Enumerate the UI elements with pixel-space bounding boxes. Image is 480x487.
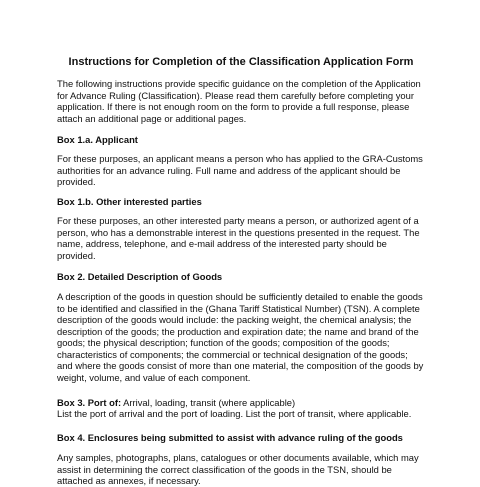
section-heading-box-1a: Box 1.a. Applicant xyxy=(57,134,138,145)
section-body-box-3: List the port of arrival and the port of loading. List the port of transit, where applicable. xyxy=(57,408,412,419)
section-heading-box-3-suffix: Arrival, loading, transit (where applicable) xyxy=(121,397,296,408)
document-title: Instructions for Completion of the Classification Application Form xyxy=(68,56,414,68)
section-heading-box-4: Box 4. Enclosures being submitted to assist with advance ruling of the goods xyxy=(57,432,403,443)
intro-paragraph: The following instructions provide specific guidance on the completion of the Application for Advance Ruling (Classification). Please read them carefully before completing your application. If there is not enough room on the form to provide a full response, please attach an additional page or additional pages. xyxy=(57,78,421,124)
section-heading-box-3: Box 3. Port of: xyxy=(57,397,122,408)
section-heading-box-1b: Box 1.b. Other interested parties xyxy=(57,196,202,207)
section-body-box-1b: For these purposes, an other interested party means a person, or authorized agent of a person, who has a demonstrable interest in the questions presented in the request. The name, address, telephone, and e-mail address of the interested party should be provided. xyxy=(57,215,420,261)
section-body-box-4: Any samples, photographs, plans, catalogues or other documents available, which may assist in determining the correct classification of the goods in the TSN, should be attached as annexes, if necessary. xyxy=(57,452,419,486)
section-heading-box-2: Box 2. Detailed Description of Goods xyxy=(57,271,223,282)
section-body-box-2: A description of the goods in question should be sufficiently detailed to enable the goods to be identified and classified in the (Ghana Tariff Statistical Number) (TSN). A complete description of the goods would include: the packing weight, the chemical analysis; the description of the goods; the production and expiration date; the name and brand of the goods; the physical description; function of the goods; composition of the goods; characteristics of components; the commercial or technical designation of the goods; and where the goods consist of more than one material, the composition of the goods by weight, volume, and value of each component. xyxy=(57,291,424,383)
section-heading-box-3-line xyxy=(57,397,425,409)
section-body-box-1a: For these purposes, an applicant means a person who has applied to the GRA-Customs authorities for an advance ruling. Full name and address of the applicant should be provided. xyxy=(57,153,423,187)
